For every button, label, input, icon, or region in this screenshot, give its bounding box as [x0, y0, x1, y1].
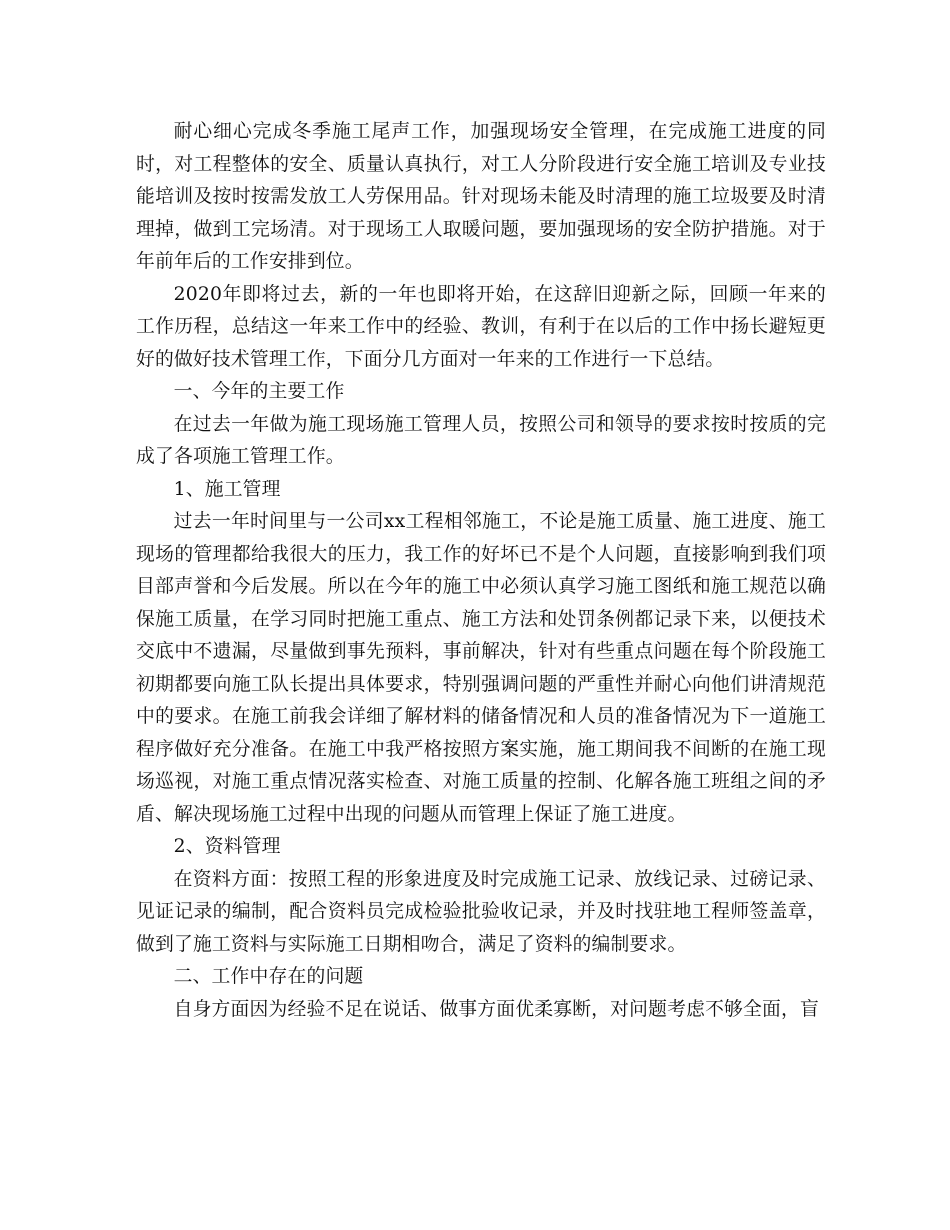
- paragraph-year-review-intro: 2020年即将过去，新的一年也即将开始，在这辞旧迎新之际，回顾一年来的工作历程，总结这一年来工作中的经验、教训，有利于在以后的工作中扬长避短更好的做好技术管理工作，下面分几方面对一年来的工作进行一下总结。: [136, 283, 826, 370]
- section-heading-problems: 二、工作中存在的问题: [173, 966, 364, 987]
- subheading-construction-management: 1、施工管理: [173, 478, 281, 500]
- section-heading-main-work: 一、今年的主要工作: [173, 381, 345, 402]
- subheading-document-management: 2、资料管理: [173, 836, 281, 857]
- paragraph-document-management: 在资料方面：按照工程的形象进度及时完成施工记录、放线记录、过磅记录、见证记录的编制，配合资料员完成检验批验收记录，并及时找驻地工程师签盖章，做到了施工资料与实际施工日期相吻合，满足了资料的编制要求。: [136, 868, 826, 955]
- paragraph-construction-management: 过去一年时间里与一公司xx工程相邻施工，不论是施工质量、施工进度、施工现场的管理都给我很大的压力，我工作的好坏已不是个人问题，直接影响到我们项目部声誉和今后发展。所以在今年的施工中必须认真学习施工图纸和施工规范以确保施工质量，在学习同时把施工重点、施工方法和处罚条例都记录下来，以便技术交底中不遗漏，尽量做到事先预料，事前解决，针对有些重点问题在每个阶段施工初期都要向施工队长提出具体要求，特别强调问题的严重性并耐心向他们讲清规范中的要求。在施工前我会详细了解材料的储备情况和人员的准备情况为下一道施工程序做好充分准备。在施工中我严格按照方案实施，施工期间我不间断的在施工现场巡视，对施工重点情况落实检查、对施工质量的控制、化解各施工班组之间的矛盾、解决现场施工过程中出现的问题从而管理上保证了施工进度。: [136, 511, 826, 825]
- paragraph-winter-construction: 耐心细心完成冬季施工尾声工作，加强现场安全管理，在完成施工进度的同时，对工程整体的安全、质量认真执行，对工人分阶段进行安全施工培训及专业技能培训及按时按需发放工人劳保用品。针对现场未能及时清理的施工垃圾要及时清理掉，做到工完场清。对于现场工人取暖问题，要加强现场的安全防护措施。对于年前年后的工作安排到位。: [136, 121, 826, 272]
- paragraph-main-work: 在过去一年做为施工现场施工管理人员，按照公司和领导的要求按时按质的完成了各项施工管理工作。: [136, 413, 826, 467]
- paragraph-problems: 自身方面因为经验不足在说话、做事方面优柔寡断，对问题考虑不够全面，盲: [173, 998, 819, 1020]
- document-body: [136, 116, 826, 1026]
